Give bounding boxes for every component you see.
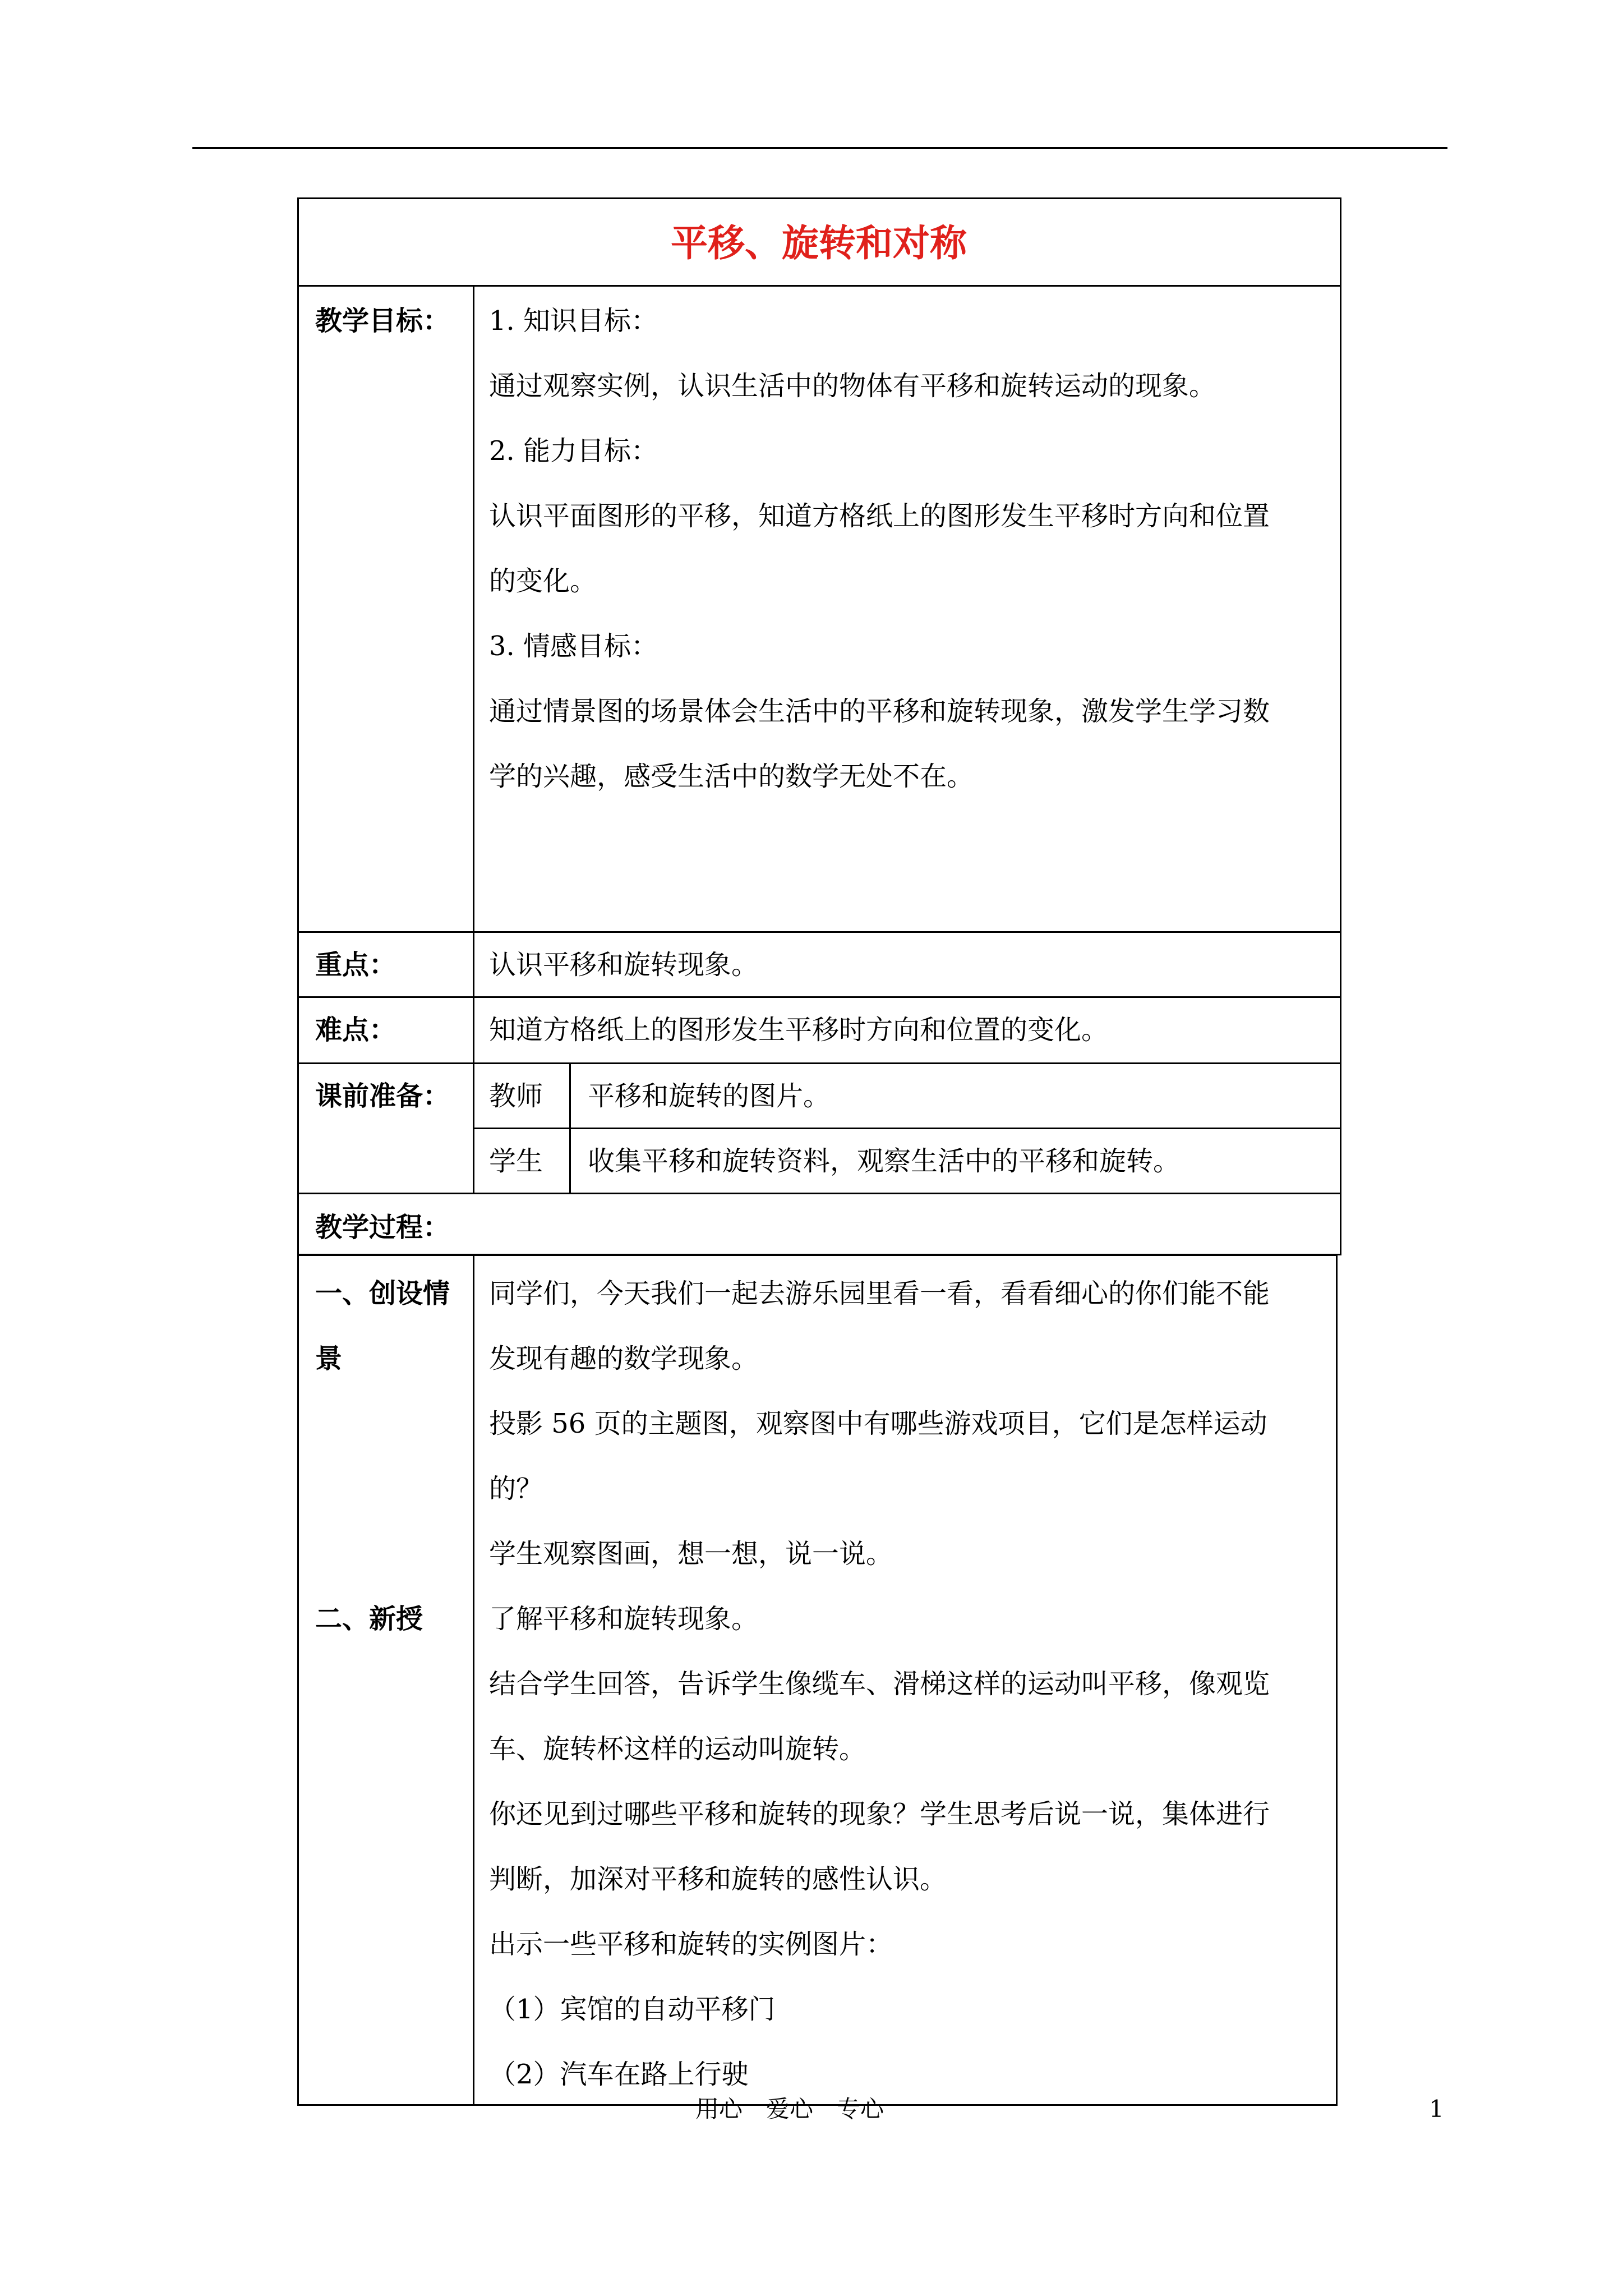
section-label-new: 二、新授 — [315, 1603, 423, 1635]
footer-motto: 用心 爱心 专心 — [695, 2095, 884, 2123]
difficulty-label: 难点： — [315, 1014, 396, 1046]
process-line: 了解平移和旋转现象。 — [489, 1603, 759, 1635]
page-title: 平移、旋转和对称 — [671, 221, 967, 265]
process-line: 结合学生回答，告诉学生像缆车、滑梯这样的运动叫平移，像观览 — [489, 1668, 1270, 1700]
process-line: （2）汽车在路上行驶 — [489, 2059, 749, 2090]
process-line: 发现有趣的数学现象。 — [489, 1343, 759, 1374]
process-line: 投影 56 页的主题图，观察图中有哪些游戏项目，它们是怎样运动 — [489, 1408, 1267, 1439]
goals-label: 教学目标： — [315, 305, 450, 337]
process-line: 同学们，今天我们一起去游乐园里看一看，看看细心的你们能不能 — [489, 1278, 1270, 1309]
process-label: 教学过程： — [315, 1212, 450, 1243]
goal-line: 认识平面图形的平移，知道方格纸上的图形发生平移时方向和位置 — [489, 500, 1270, 532]
col-divider — [569, 1062, 571, 1194]
header-rule — [192, 147, 1447, 149]
goal-line: 的变化。 — [489, 565, 597, 597]
col-divider — [473, 1254, 474, 2106]
prep-label: 课前准备： — [315, 1080, 450, 1112]
prep-student-text: 收集平移和旋转资料，观察生活中的平移和旋转。 — [588, 1145, 1181, 1177]
goal-line: 1. 知识目标： — [489, 305, 658, 337]
section-label-intro: 一、创设情 — [315, 1278, 450, 1309]
prep-teacher-label: 教师 — [489, 1080, 543, 1112]
page-number: 1 — [1429, 2095, 1444, 2123]
goal-line: 学的兴趣，感受生活中的数学无处不在。 — [489, 761, 974, 792]
process-line: 判断，加深对平移和旋转的感性认识。 — [489, 1864, 947, 1895]
process-line: 你还见到过哪些平移和旋转的现象？学生思考后说一说，集体进行 — [489, 1798, 1270, 1830]
key-point-label: 重点： — [315, 949, 396, 981]
process-line: 学生观察图画，想一想，说一说。 — [489, 1538, 893, 1570]
process-line: 车、旋转杯这样的运动叫旋转。 — [489, 1733, 866, 1765]
prep-teacher-text: 平移和旋转的图片。 — [588, 1080, 831, 1112]
row-divider — [297, 931, 1341, 933]
process-line: 出示一些平移和旋转的实例图片： — [489, 1929, 893, 1960]
row-divider — [297, 285, 1341, 287]
goal-line: 通过情景图的场景体会生活中的平移和旋转现象，激发学生学习数 — [489, 696, 1270, 727]
process-line: （1）宾馆的自动平移门 — [489, 1994, 776, 2025]
goal-line: 通过观察实例，认识生活中的物体有平移和旋转运动的现象。 — [489, 370, 1216, 402]
section-label-intro-cont: 景 — [315, 1343, 343, 1374]
prep-student-label: 学生 — [489, 1145, 543, 1177]
col-divider — [473, 285, 474, 1194]
process-line: 的？ — [489, 1473, 543, 1504]
difficulty-text: 知道方格纸上的图形发生平移时方向和位置的变化。 — [489, 1014, 1109, 1046]
goal-line: 3. 情感目标： — [489, 631, 658, 662]
goal-line: 2. 能力目标： — [489, 435, 658, 467]
key-point-text: 认识平移和旋转现象。 — [489, 949, 759, 981]
